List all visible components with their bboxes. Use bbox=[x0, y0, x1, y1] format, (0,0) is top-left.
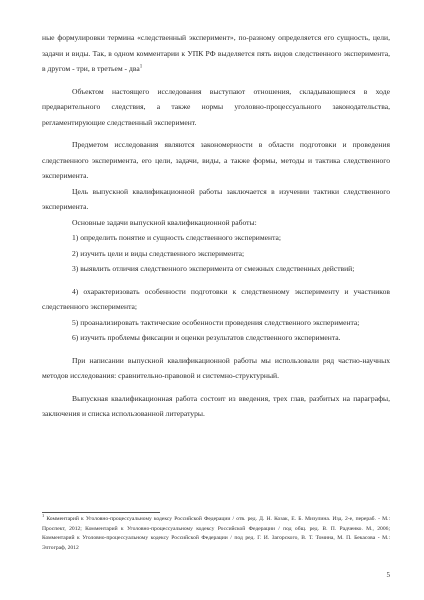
page-number: 5 bbox=[386, 571, 390, 579]
body-paragraph: Объектом настоящего исследования выступают отношения, складывающиеся в ходе предварительного следствия, а также нормы уголовно-процессуального законодательства, регламентирующие следственный эксперимент. bbox=[42, 86, 390, 127]
body-paragraph: При написании выпускной квалификационной работы мы использовали ряд частно-научных методов исследования: сравнительно-правовой и системно-структурный. bbox=[42, 355, 390, 380]
list-item: 6) изучить проблемы фиксации и оценки результатов следственного эксперимента. bbox=[72, 333, 341, 342]
footnote-separator bbox=[42, 512, 160, 513]
body-paragraph: ные формулировки термина «следственный эксперимент», по-разному определяется его сущность, цели, задачи и виды. Так, в одном комментарии к УПК РФ выделяется пять видов следственного эксперимента, в другом - три, в третьем - два$^1$ bbox=[42, 33, 390, 73]
footnote-reference: 1 bbox=[139, 64, 143, 70]
footnote-number: 1 bbox=[42, 513, 45, 519]
footnote-text: Комментарий к Уголовно-процессуальному кодексу Российской Федерации / отв. ред. Д. Н. Козак, Е. Б. Мизулина. Изд. 2-е, перераб. - М.: Проспект, 2012; Комментарий к Уголовно-процессуальному кодексу Российской Федерации / под общ. ред. В. П. Радченко. М., 2006; Комментарий к Уголовно-процессуальному кодексу Российской Федерации / под ред. Г. И. Загорского, В. Т. Томина, М. П. Бекасова - М.: Элтограф, 2012 bbox=[42, 516, 390, 551]
list-heading: Основные задачи выпускной квалификационной работы: bbox=[72, 217, 257, 227]
body-paragraph: Предметом исследования являются закономерности в области подготовки и проведения следственного эксперимента, его цели, задачи, виды, а также формы, методы и тактика следственного эксперимента. bbox=[42, 140, 390, 180]
list-item: 4) охарактеризовать особенности подготовки к следственному эксперименту и участников следственного эксперимента; bbox=[42, 286, 390, 311]
list-item: 2) изучить цели и виды следственного эксперимента; bbox=[72, 248, 245, 258]
footnote bbox=[42, 515, 390, 553]
list-item: 5) проанализировать тактические особенности проведения следственного эксперимента; bbox=[72, 317, 360, 327]
list-item: 1) определить понятие и сущность следственного эксперимента; bbox=[72, 233, 281, 242]
list-item: 3) выявлить отличия следственного эксперимента от смежных следственных действий; bbox=[72, 264, 355, 273]
document-body bbox=[42, 30, 390, 422]
body-paragraph: Цель выпускной квалификационной работы заключается в изучении тактики следственного эксперимента. bbox=[42, 186, 390, 211]
body-paragraph: Выпускная квалификационная работа состоит из введения, трех глав, разбитых на параграфы, заключения и списка использованной литературы. bbox=[42, 393, 390, 418]
